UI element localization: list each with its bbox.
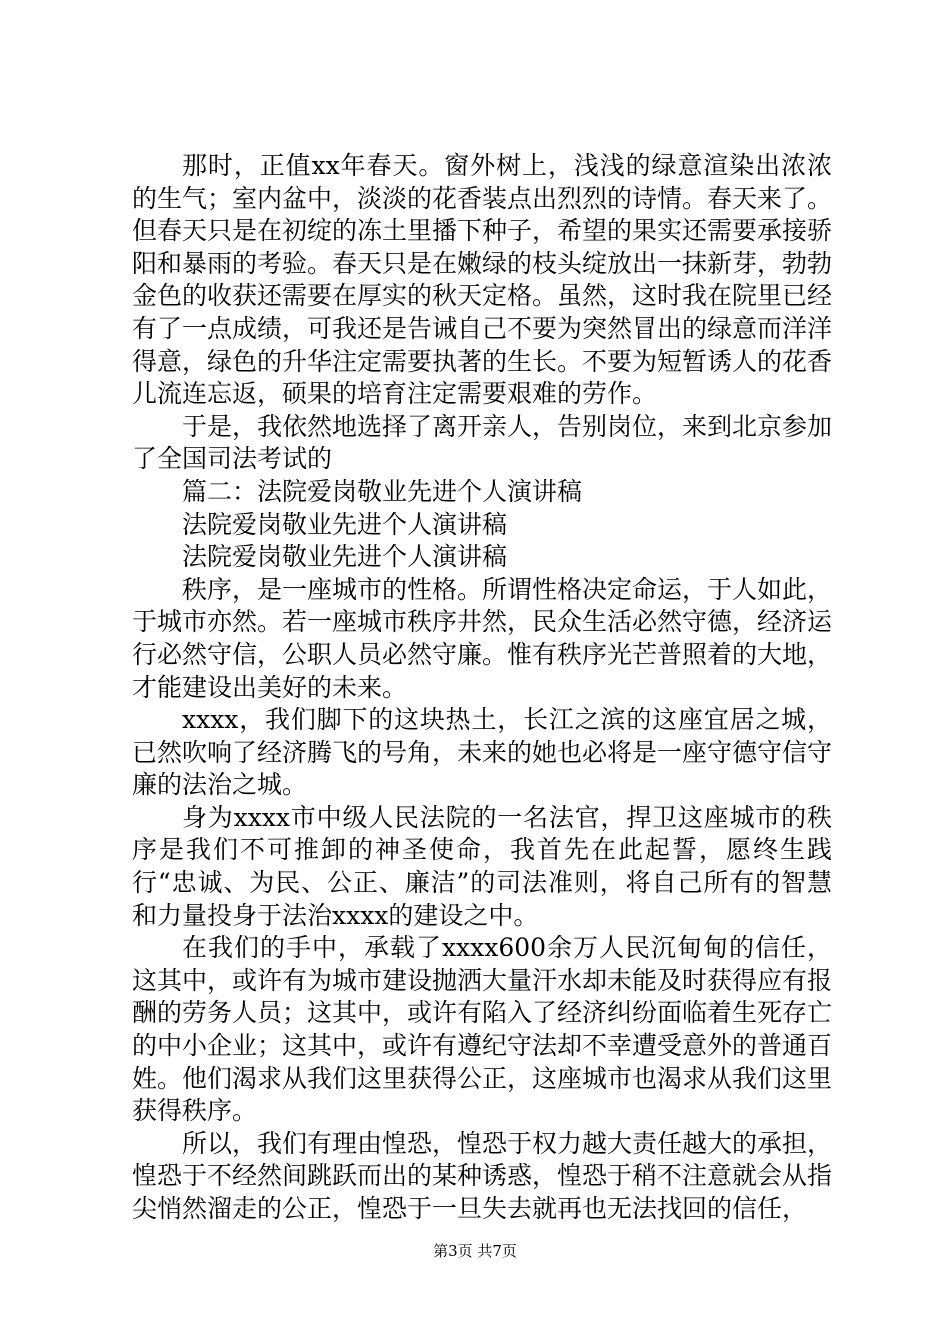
paragraph-oath: 身为xxxx市中级人民法院的一名法官，捍卫这座城市的秩序是我们不可推卸的神圣使命，我首先在此起誓，愿终生践行“忠诚、为民、公正、廉洁”的司法准则，将自己所有的智慧和力量投身于法治xxxx的建设之中。 — [132, 802, 832, 930]
paragraph-order: 秩序，是一座城市的性格。所谓性格决定命运，于人如此，于城市亦然。若一座城市秩序井然，民众生活必然守德，经济运行必然守信，公职人员必然守廉。惟有秩序光芒普照着的大地，才能建设出美好的未来。 — [132, 574, 833, 702]
paragraph-fear: 所以，我们有理由惶恐，惶恐于权力越大责任越大的承担，惶恐于不经然间跳跃而出的某种诱惑，惶恐于稍不注意就会从指尖悄然溜走的公正，惶恐于一旦失去就再也无法找回的信任， — [132, 1128, 833, 1223]
speech-title-repeat: 法院爱岗敬业先进个人演讲稿 — [182, 542, 508, 572]
page-number-footer: 第3页 共7页 — [433, 1242, 517, 1260]
document-body — [132, 150, 832, 1226]
speech-title: 法院爱岗敬业先进个人演讲稿 — [182, 509, 508, 539]
section-heading: 篇二：法院爱岗敬业先进个人演讲稿 — [182, 476, 583, 506]
paragraph-spring: 那时，正值xx年春天。窗外树上，浅浅的绿意渲染出浓浓的生气；室内盆中，淡淡的花香装点出烈烈的诗情。春天来了。但春天只是在初绽的冻土里播下种子，希望的果实还需要承接骄阳和暴雨的考验。春天只是在嫩绿的枝头绽放出一抹新芽，勃勃金色的收获还需要在厚实的秋天定格。虽然，这时我在院里已经有了一点成绩，可我还是告诫自己不要为突然冒出的绿意而洋洋得意，绿色的升华注定需要执著的生长。不要为短暂诱人的花香儿流连忘返，硕果的培育注定需要艰难的劳作。 — [132, 151, 833, 409]
paragraph-city: xxxx，我们脚下的这块热土，长江之滨的这座宜居之城，已然吹响了经济腾飞的号角，未来的她也必将是一座守德守信守廉的法治之城。 — [132, 705, 833, 800]
paragraph-exam: 于是，我依然地选择了离开亲人，告别岗位，来到北京参加了全国司法考试的 — [132, 411, 833, 474]
paragraph-trust: 在我们的手中，承载了xxxx600余万人民沉甸甸的信任，这其中，或许有为城市建设抛洒大量汗水却未能及时获得应有报酬的劳务人员；这其中，或许有陷入了经济纠纷面临着生死存亡的中小企业；这其中，或许有遵纪守法却不幸遭受意外的普通百姓。他们渴求从我们这里获得公正，这座城市也渴求从我们这里获得秩序。 — [132, 933, 833, 1126]
